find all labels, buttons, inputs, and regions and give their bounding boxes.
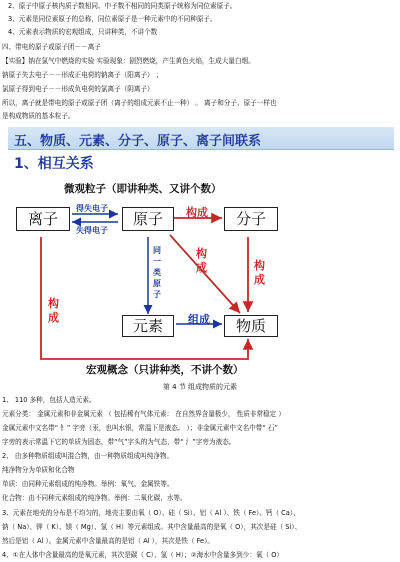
text-line: 氯原子得到电子－－形成负电荷的氯离子（阴离子） [2, 85, 154, 93]
compose-right-label: 构成 [254, 259, 265, 286]
gain-lose-label: 得失电子 [76, 204, 108, 213]
text-line: 1、 110 多种，包括人造元素。 [2, 396, 96, 404]
group-label: 组成 [188, 313, 210, 326]
element-box: 元素 [122, 315, 174, 337]
text-line: 化合物：由不同种元素组成的纯净物。举例：二氧化碳、水等。 [2, 494, 187, 502]
ion-box: 离子 [16, 207, 70, 231]
lose-gain-label: 失得电子 [76, 226, 108, 235]
text-line: 然后是铝（ Al ）。金属元素中含量最高的是铝（ Al ），其次是铁（ Fe）。 [2, 537, 214, 545]
text-line: 纯净物分为单质和化合物 [2, 466, 75, 474]
text-line: 4、元素表示物质的宏观组成，只讲种类，不讲个数 [8, 28, 158, 36]
text-line: 元素分类： 金属元素和非金属元素 （ 包括稀有气体元素： 在自然界含量极少， 性质非常稳定 ） [2, 410, 285, 418]
text-line: 钠（ Na）、钾（ K）、镁（ Mg）、氢（ H）等元素组成。其中含量最高的是氧（ O），其次是硅（ Si）、 [2, 523, 302, 531]
relationship-figure [8, 127, 394, 379]
text-line: 单质：由同种元素组成的纯净物。举例：氧气、金属铁等。 [2, 480, 174, 488]
compose-diag-label: 构成 [196, 247, 207, 274]
molecule-box: 分子 [224, 207, 278, 231]
text-line: 钠原子失去电子－－形成正电荷的钠离子（阳离子） ； [2, 71, 163, 79]
text-line: 2、原子中原子核内质子数相同、中子数不相同的同类原子统称为同位素原子。 [8, 2, 237, 10]
text-line: 【实验】钠在氯气中燃烧的实验 实验现象：剧烈燃烧，产生黄色火焰，生成大量白烟。 [2, 57, 255, 65]
matter-box: 物质 [224, 315, 278, 337]
atom-box: 原子 [122, 207, 174, 231]
text-line: 3、元素是同位素原子的总称，同位素原子是一种元素中的不同种原子。 [8, 15, 217, 23]
section-heading: 四、带电的原子或原子团－－离子 [2, 43, 101, 51]
section-caption: 第 4 节 组成物质的元素 [162, 383, 238, 391]
compose-left-label: 构成 [48, 297, 59, 324]
text-line: 2、 由多种物质组成叫混合物，由一种物质组成叫纯净物。 [2, 452, 174, 460]
compose-label: 构成 [186, 206, 208, 219]
text-line: 4、①在人体中含量最高的是氧元素，其次是碳（ C）、氢（ H）；②海水中含量多到少：氧（ O） [2, 551, 284, 559]
text-line: 是构成物质的基本粒子。 [2, 112, 75, 120]
micro-heading: 微观粒子（即讲种类、又讲个数） [64, 183, 222, 195]
text-line: 所以，离子就是带电的原子或原子团（离子的组成元素不止一种） 。 离子和分子、原子一样也 [2, 99, 277, 107]
figure-subtitle: 1、相互关系 [14, 156, 94, 172]
figure-banner-text: 五、物质、元素、分子、原子、离子间联系 [14, 134, 262, 149]
text-line: 字旁的表示常温下它的单质为固态，带“气”字头的为气态，带“ 氵”字旁为液态。 [2, 438, 236, 446]
macro-heading: 宏观概念（只讲种类，不讲个数） [86, 364, 244, 376]
text-line: 金属元素中文名带“ 钅” 字旁（汞，也叫水银，常温下是液态。 ）；非金属元素中文名中带“ 石” [2, 424, 278, 432]
same-kind-label: 同一类原子 [153, 246, 161, 299]
text-line: 3、元素在地壳的分布是不均匀的，地壳主要由氧（ O）、硅（ Si）、铝（ Al ）、铁（ Fe）、钙（ Ca）、 [2, 509, 300, 517]
ion-to-matter-arrow [41, 237, 248, 359]
